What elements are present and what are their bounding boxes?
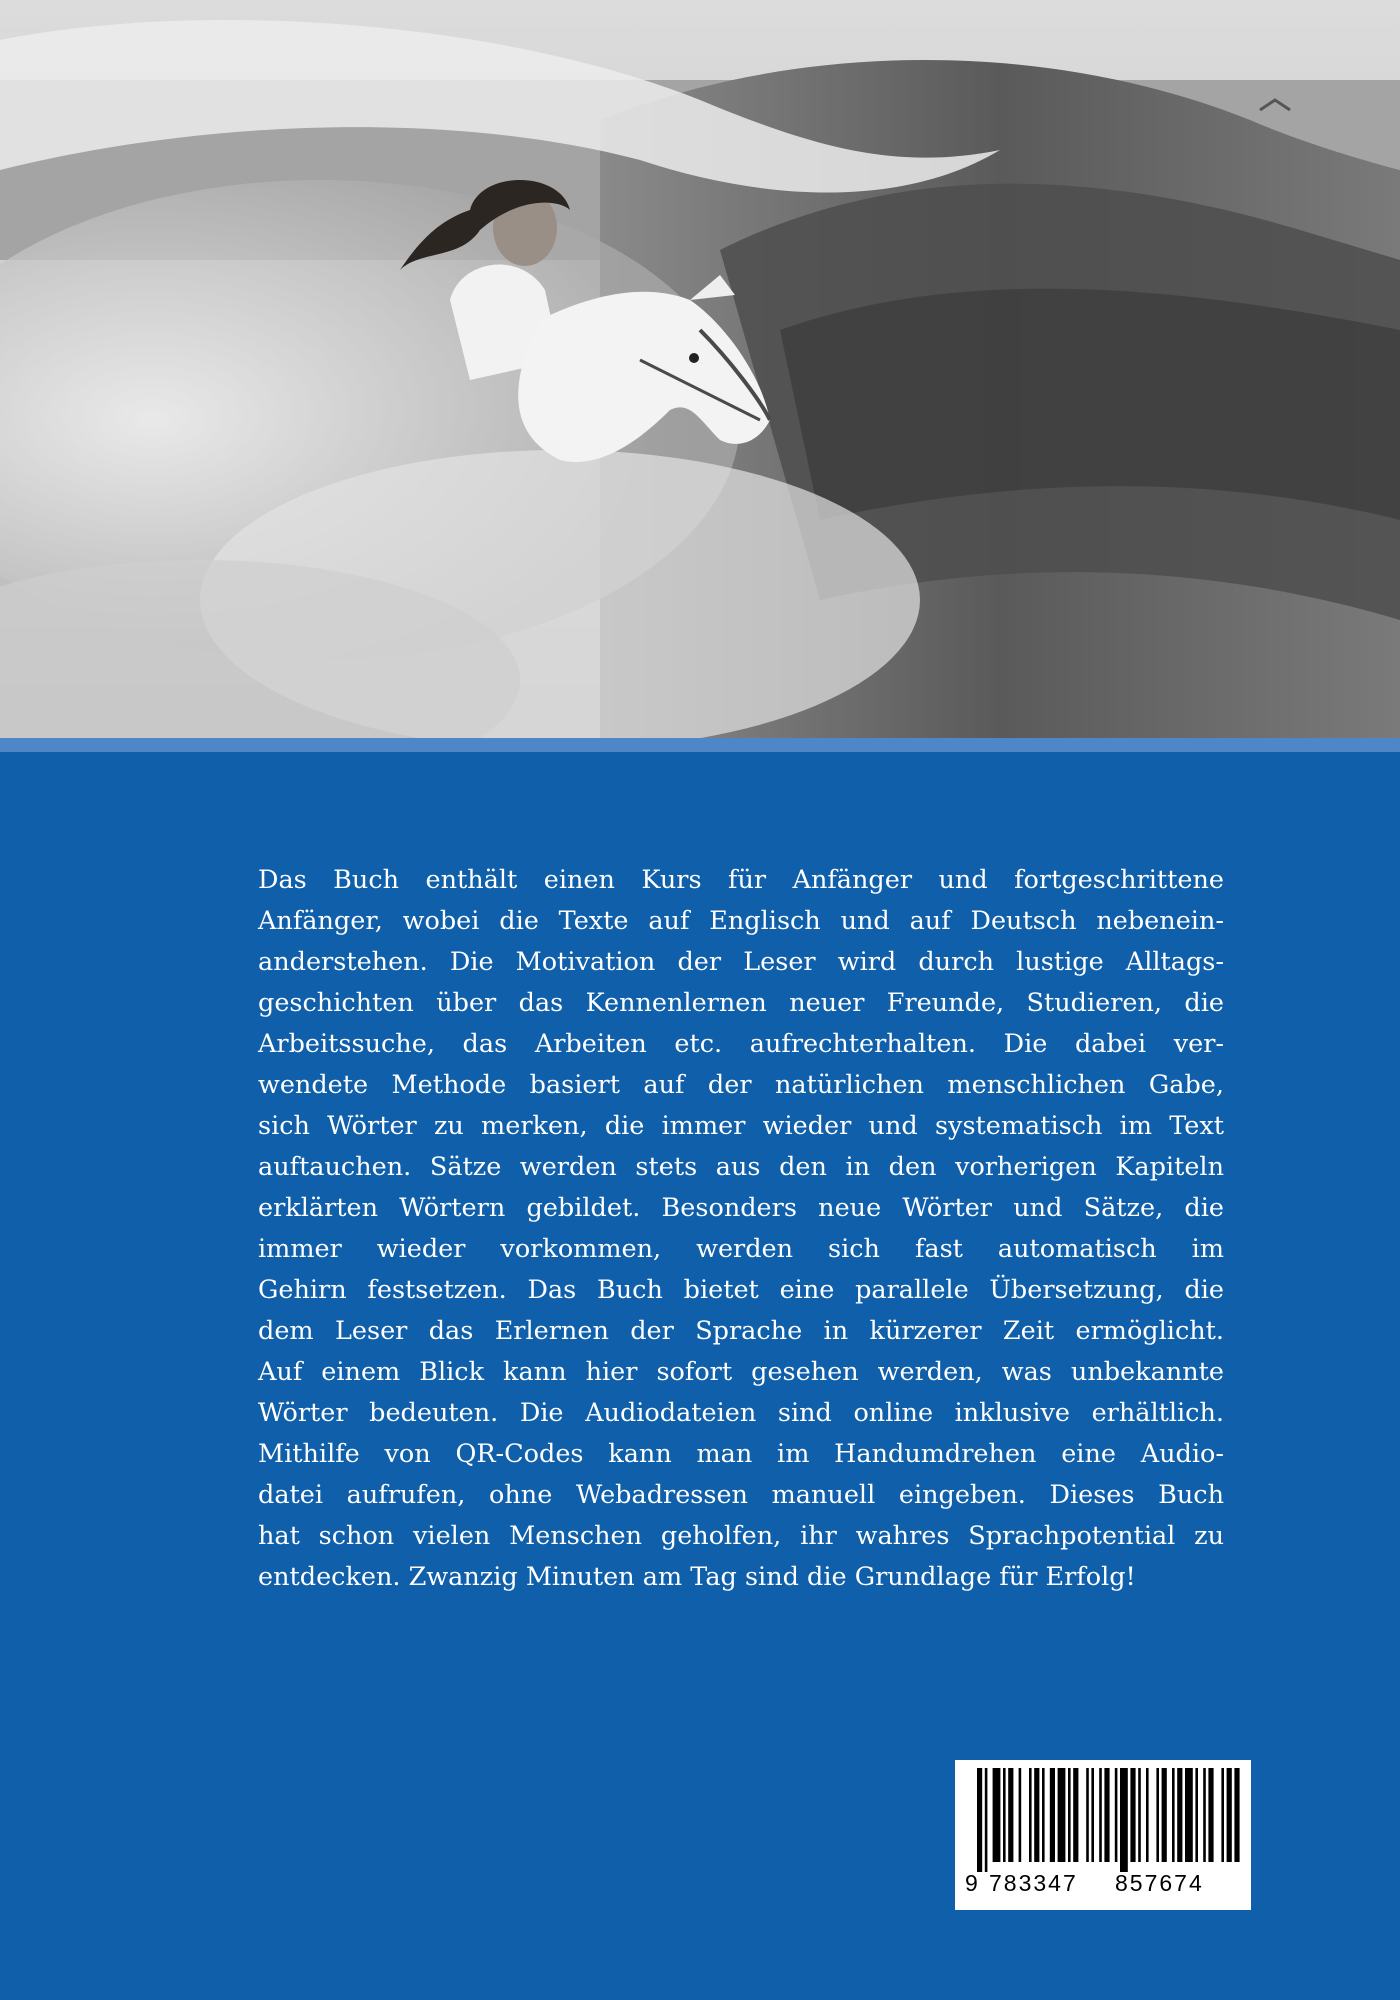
barcode-bar: [1058, 1768, 1066, 1862]
description-line: sich Wörter zu merken, die immer wieder und systematisch im Text: [258, 1111, 1224, 1141]
barcode-bar: [1138, 1768, 1141, 1862]
description-line: dem Leser das Erlernen der Sprache in kürzerer Zeit ermöglicht.: [258, 1316, 1224, 1346]
accent-stripe: [0, 738, 1400, 752]
description-line: datei aufrufen, ohne Webadressen manuell eingeben. Dieses Buch: [258, 1480, 1224, 1510]
barcode-bar: [1042, 1768, 1045, 1862]
description-line: Mithilfe von QR-Codes kann man im Handumdrehen eine Audio-: [258, 1439, 1224, 1469]
description-line: erklärten Wörtern gebildet. Besonders neue Wörter und Sätze, die: [258, 1193, 1224, 1223]
cover-photo-horse-rider-waves: [0, 0, 1400, 738]
barcode-bar: [1203, 1768, 1206, 1862]
description-line: Anfänger, wobei die Texte auf Englisch und auf Deutsch nebenein-: [258, 906, 1224, 936]
description-line: Gehirn festsetzen. Das Buch bietet eine parallele Übersetzung, die: [258, 1275, 1224, 1305]
book-description: [258, 860, 1224, 1598]
barcode-bar: [1234, 1768, 1239, 1862]
barcode-digits: [955, 1864, 1251, 1900]
barcode-bar: [1227, 1768, 1232, 1862]
barcode-bar: [1050, 1768, 1055, 1862]
description-line: auftauchen. Sätze werden stets aus den in den vorherigen Kapiteln: [258, 1152, 1224, 1182]
description-line: anderstehen. Die Motivation der Leser wird durch lustige Alltags-: [258, 947, 1224, 977]
barcode-bar: [1073, 1768, 1078, 1862]
barcode-bar: [993, 1768, 1001, 1862]
barcode-bar: [1003, 1768, 1006, 1862]
barcode-bar: [1034, 1768, 1039, 1862]
barcode-bar: [1029, 1768, 1032, 1862]
barcode-bar: [1008, 1768, 1013, 1862]
barcode-left-group: 783347: [989, 1870, 1078, 1896]
barcode-bar: [977, 1768, 982, 1872]
isbn-barcode: [955, 1760, 1251, 1910]
barcode-bar: [1120, 1768, 1128, 1872]
barcode-bar: [1068, 1768, 1071, 1862]
description-line: Das Buch enthält einen Kurs für Anfänger und fortgeschrittene: [258, 865, 1224, 895]
barcode-bar: [1115, 1768, 1118, 1862]
barcode-bar: [1086, 1768, 1089, 1862]
description-line: Auf einem Blick kann hier sofort gesehen werden, was unbekannte: [258, 1357, 1224, 1387]
description-line: hat schon vielen Menschen geholfen, ihr wahres Sprachpotential zu: [258, 1521, 1224, 1551]
barcode-bar: [1172, 1768, 1175, 1862]
barcode-bar: [1130, 1768, 1135, 1862]
description-line: wendete Methode basiert auf der natürlichen menschlichen Gabe,: [258, 1070, 1224, 1100]
description-line: geschichten über das Kennenlernen neuer Freunde, Studieren, die: [258, 988, 1224, 1018]
barcode-bar: [1208, 1768, 1213, 1862]
barcode-bar: [1091, 1768, 1094, 1862]
description-line: entdecken. Zwanzig Minuten am Tag sind die Grundlage für Erfolg!: [258, 1562, 1136, 1592]
barcode-bar: [1195, 1768, 1198, 1862]
barcode-bar: [1019, 1768, 1022, 1862]
barcode-bar: [1104, 1768, 1109, 1862]
barcode-bar: [1099, 1768, 1102, 1862]
barcode-bar: [1156, 1768, 1159, 1862]
barcode-bars: [963, 1768, 1243, 1872]
barcode-bar: [1146, 1768, 1149, 1862]
barcode-bar: [1162, 1768, 1167, 1862]
barcode-bar: [1177, 1768, 1182, 1862]
description-line: immer wieder vorkommen, werden sich fast automatisch im: [258, 1234, 1224, 1264]
barcode-right-group: 857674: [1115, 1870, 1204, 1896]
barcode-bar: [1221, 1768, 1224, 1862]
photo-illustration: [0, 0, 1400, 738]
description-line: Arbeitssuche, das Arbeiten etc. aufrechterhalten. Die dabei ver-: [258, 1029, 1224, 1059]
barcode-bar: [1185, 1768, 1193, 1862]
barcode-bar: [985, 1768, 988, 1872]
description-line: Wörter bedeuten. Die Audiodateien sind online inklusive erhältlich.: [258, 1398, 1224, 1428]
barcode-first-digit: 9: [965, 1870, 978, 1896]
